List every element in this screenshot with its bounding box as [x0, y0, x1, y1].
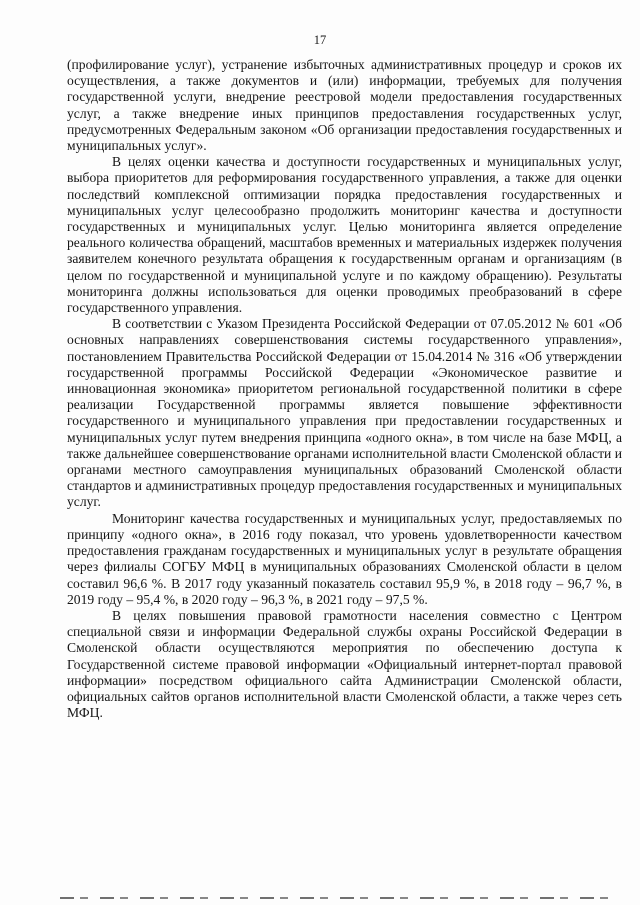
paragraph-decree-priorities: В соответствии с Указом Президента Российской Федерации от 07.05.2012 № 601 «Об основных направлениях совершенствования системы государственного управления», постановлением Правительства Российской Федерации от 15.04.2014 № 316 «Об утверждении государственной программы Российской Федерации «Экономическое развитие и инновационная экономика» приоритетом региональной государственной политики в сфере реализации Государственной программы является повышение эффективности государственного и муниципального управления при предоставлении государственных и муниципальных услуг путем внедрения принципа «одного окна», в том числе на базе МФЦ, а также дальнейшее совершенствование органами исполнительной власти Смоленской области и органами местного самоуправления муниципальных образований Смоленской области стандартов и административных процедур предоставления государственных и муниципальных услуг.: [67, 316, 622, 510]
paragraph-legal-literacy: В целях повышения правовой грамотности населения совместно с Центром специальной связи и информации Федеральной службы охраны Российской Федерации в Смоленской области осуществляются мероприятия по обеспечению доступа к Государственной системе правовой информации «Официальный интернет-портал правовой информации» посредством официального сайта Администрации Смоленской области, официальных сайтов органов исполнительной власти Смоленской области, а также через сеть МФЦ.: [67, 607, 622, 721]
document-body: [67, 57, 622, 721]
paragraph-continuation: (профилирование услуг), устранение избыточных административных процедур и сроков их осуществления, а также документов и (или) информации, требуемых для получения государственной услуги, внедрение реестровой модели предоставления государственных услуг, а также внедрение иных принципов предоставления государственных услуг, предусмотренных Федеральным законом «Об организации предоставления государственных и муниципальных услуг».: [67, 57, 622, 154]
paragraph-monitoring-goals: В целях оценки качества и доступности государственных и муниципальных услуг, выбора приоритетов для реформирования государственного управления, а также для оценки последствий комплексной оптимизации порядка предоставления государственных и муниципальных услуг целесообразно продолжить мониторинг качества и доступности государственных и муниципальных услуг. Целью мониторинга является определение реального количества обращений, масштабов временных и материальных издержек получения заявителем конечного результата обращения к государственным органам и организациям (в целом по государственной и муниципальной услуге и по каждому обращению). Результаты мониторинга должны использоваться для оценки проводимых преобразований в сфере государственного управления.: [67, 154, 622, 316]
page-number: 17: [313, 33, 327, 47]
paragraph-satisfaction-results: Мониторинг качества государственных и муниципальных услуг, предоставляемых по принципу «одного окна», в 2016 году показал, что уровень удовлетворенности качеством предоставления гражданам государственных и муниципальных услуг в результате обращения через филиалы СОГБУ МФЦ в муниципальных образованиях Смоленской области в целом составил 96,6 %. В 2017 году указанный показатель составил 95,9 %, в 2018 году – 96,7 %, в 2019 году – 95,4 %, в 2020 году – 96,3 %, в 2021 году – 97,5 %.: [67, 510, 622, 607]
scan-artifact-line: [60, 897, 620, 899]
